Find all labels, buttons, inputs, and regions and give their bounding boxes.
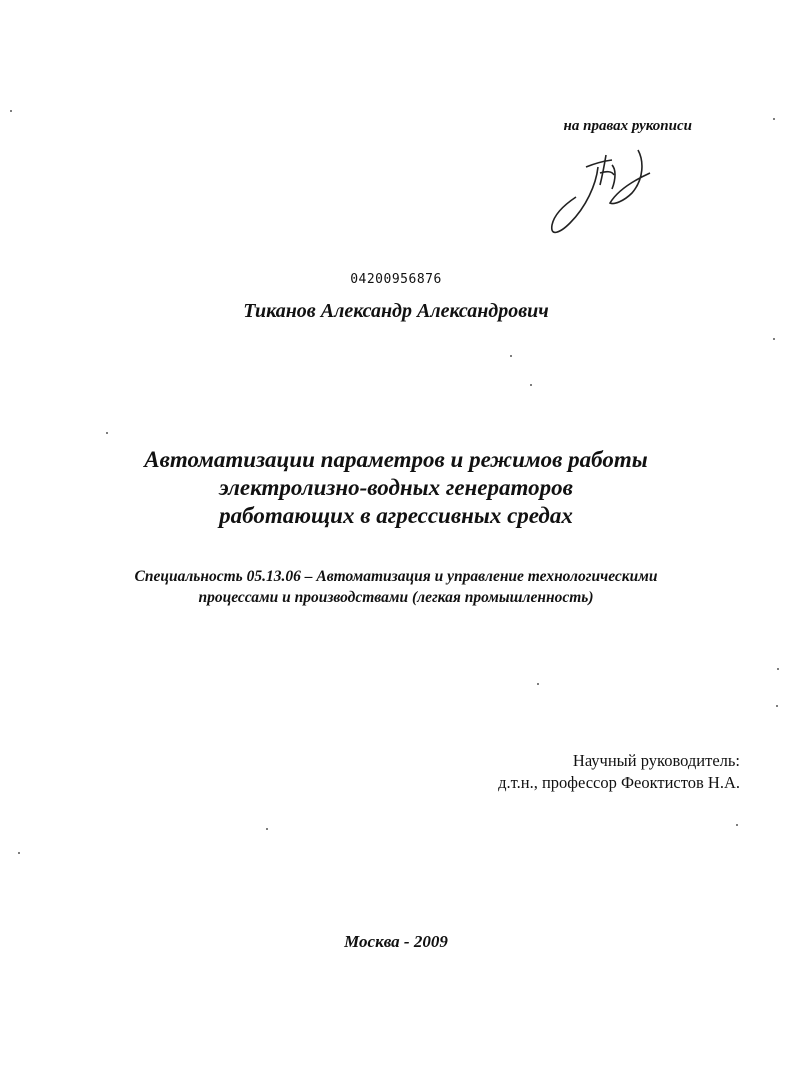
document-number: 04200956876 <box>350 272 442 287</box>
rights-note: на правах рукописи <box>563 118 692 134</box>
specialty <box>0 566 792 608</box>
scan-speck <box>773 338 775 340</box>
scan-speck <box>266 828 268 830</box>
scan-speck <box>777 668 779 670</box>
scan-speck <box>106 432 108 434</box>
title-line: электролизно-водных генераторов <box>219 475 573 500</box>
scan-speck <box>10 110 12 112</box>
scan-speck <box>537 683 539 685</box>
title-line: Автоматизации параметров и режимов работы <box>144 447 648 472</box>
specialty-line: процессами и производствами (легкая промышленность) <box>198 589 594 606</box>
title-line: работающих в агрессивных средах <box>219 503 573 528</box>
scan-speck <box>736 824 738 826</box>
supervisor-name: д.т.н., профессор Феоктистов Н.А. <box>498 773 740 792</box>
scan-speck <box>18 852 20 854</box>
author-name: Тиканов Александр Александрович <box>243 300 549 322</box>
thesis-title <box>0 446 792 530</box>
signature-icon <box>540 145 660 245</box>
scan-speck <box>776 705 778 707</box>
city-year: Москва - 2009 <box>344 932 448 951</box>
scan-speck <box>530 384 532 386</box>
supervisor-block <box>498 750 740 794</box>
specialty-line: Специальность 05.13.06 – Автоматизация и управление технологическими <box>134 568 658 585</box>
supervisor-label: Научный руководитель: <box>572 751 740 770</box>
scan-speck <box>773 118 775 120</box>
scan-speck <box>510 355 512 357</box>
